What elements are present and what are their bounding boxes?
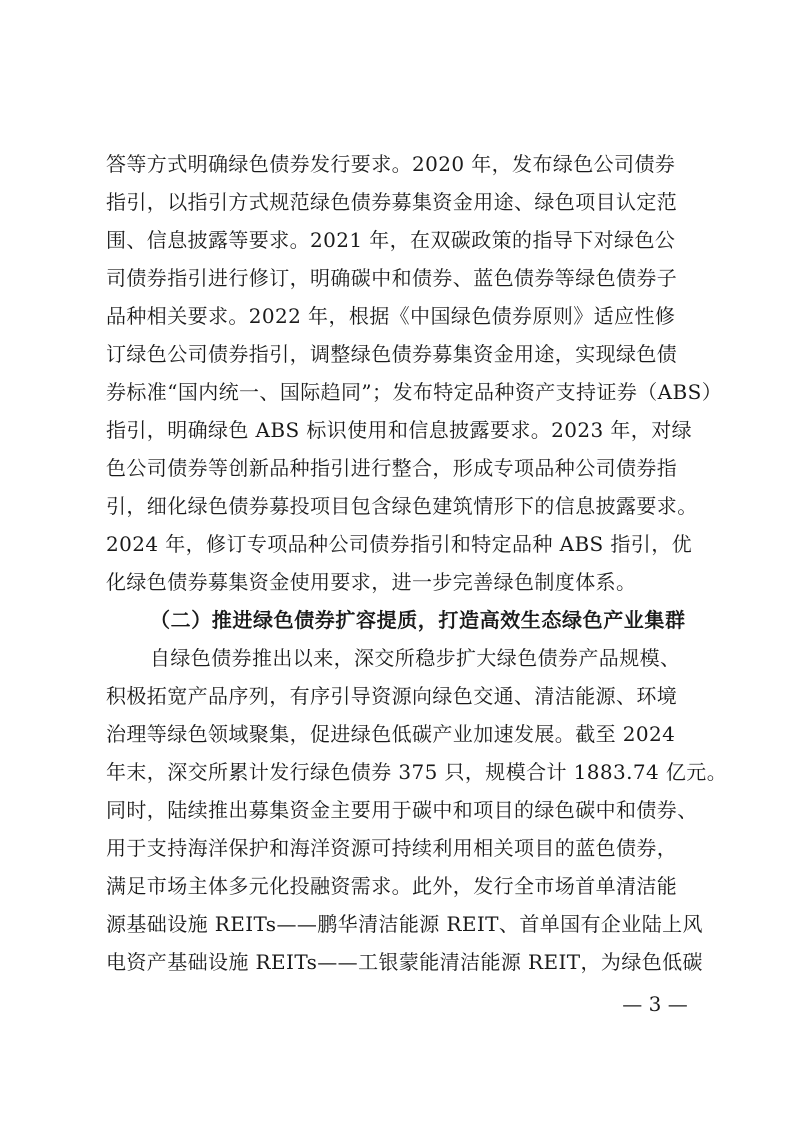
body-text-line: 指引，明确绿色 ABS 标识使用和信息披露要求。2023 年，对绿	[106, 418, 693, 442]
body-text-line: 围、信息披露等要求。2021 年，在双碳政策的指导下对绿色公	[106, 228, 676, 252]
body-text-line: 源基础设施 REITs——鹏华清洁能源 REIT、首单国有企业陆上风	[106, 912, 703, 936]
body-text-line: 用于支持海洋保护和海洋资源可持续利用相关项目的蓝色债券，	[106, 836, 678, 860]
body-text-line: 治理等绿色领域聚集，促进绿色低碳产业加速发展。截至 2024	[106, 722, 676, 746]
body-text-line: 答等方式明确绿色债券发行要求。2020 年，发布绿色公司债券	[106, 152, 676, 176]
body-text-line: 订绿色公司债券指引，调整绿色债券募集资金用途，实现绿色债	[106, 342, 678, 366]
body-text-line: 积极拓宽产品序列，有序引导资源向绿色交通、清洁能源、环境	[106, 684, 678, 708]
section-heading: （二）推进绿色债券扩容提质，打造高效生态绿色产业集群	[150, 608, 686, 632]
body-text-line: 色公司债券等创新品种指引进行整合，形成专项品种公司债券指	[106, 456, 678, 480]
body-text-line: 券标准“国内统一、国际趋同”；发布特定品种资产支持证券（ABS）	[106, 380, 723, 404]
body-text-line: 引，细化绿色债券募投项目包含绿色建筑情形下的信息披露要求。	[106, 494, 698, 518]
body-text-line: 司债券指引进行修订，明确碳中和债券、蓝色债券等绿色债券子	[106, 266, 678, 290]
body-text-line: 2024 年，修订专项品种公司债券指引和特定品种 ABS 指引，优	[106, 532, 693, 556]
body-text-line: 自绿色债券推出以来，深交所稳步扩大绿色债券产品规模、	[150, 646, 681, 670]
body-text-line: 同时，陆续推出募集资金主要用于碳中和项目的绿色碳中和债券、	[106, 798, 698, 822]
body-text-line: 化绿色债券募集资金使用要求，进一步完善绿色制度体系。	[106, 570, 637, 594]
body-text-line: 品种相关要求。2022 年，根据《中国绿色债券原则》适应性修	[106, 304, 676, 328]
body-text-line: 满足市场主体多元化投融资需求。此外，发行全市场首单清洁能	[106, 874, 678, 898]
page-number: — 3 —	[622, 992, 688, 1016]
body-text-line: 指引，以指引方式规范绿色债券募集资金用途、绿色项目认定范	[106, 190, 678, 214]
body-text-line: 电资产基础设施 REITs——工银蒙能清洁能源 REIT，为绿色低碳	[106, 950, 703, 974]
body-text-line: 年末，深交所累计发行绿色债券 375 只，规模合计 1883.74 亿元。	[106, 760, 728, 784]
